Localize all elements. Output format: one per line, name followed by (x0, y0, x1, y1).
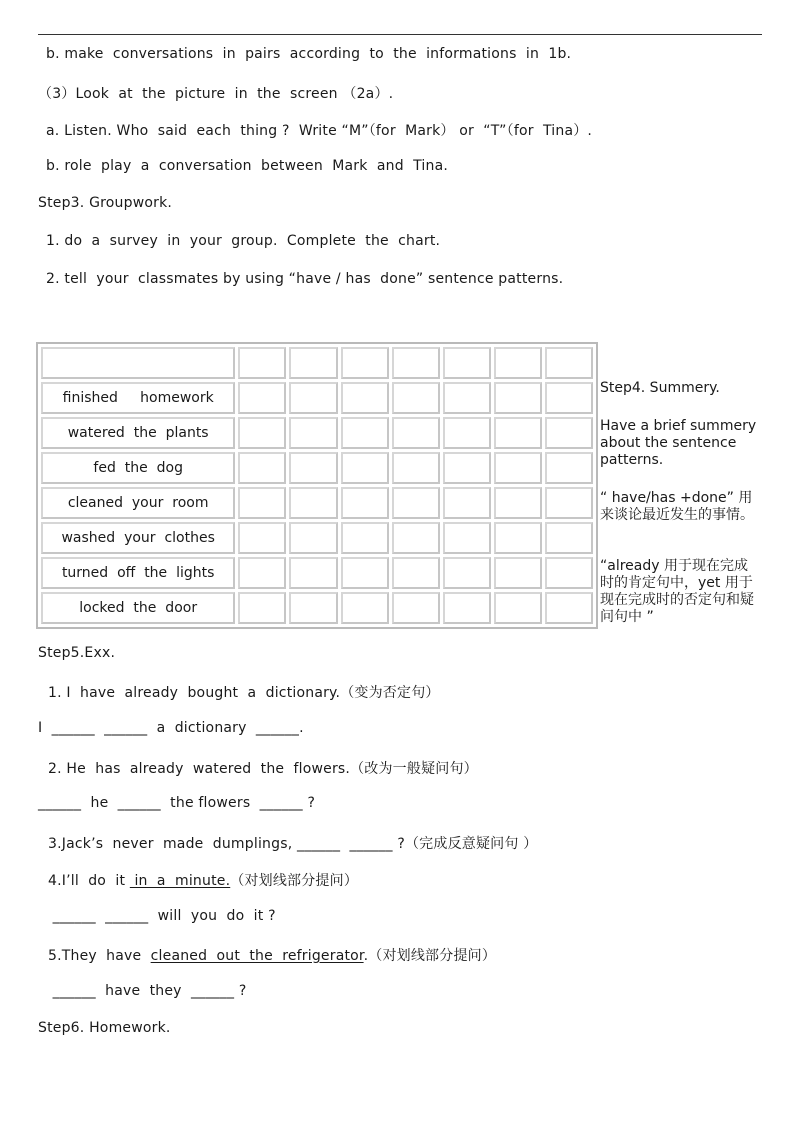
survey-activity-label: fed the dog (41, 452, 235, 484)
survey-answer-cell[interactable] (443, 452, 491, 484)
instruction-line: b. role play a conversation between Mark and Tina. (46, 158, 449, 174)
underlined-phrase: in a minute. (129, 873, 231, 889)
survey-answer-cell[interactable] (494, 522, 542, 554)
survey-answer-cell[interactable] (443, 522, 491, 554)
exercise-question: 1. I have already bought a dictionary.（变为否定句） (48, 685, 440, 701)
survey-answer-cell[interactable] (443, 592, 491, 624)
exercise-answer-line: ______ ______ will you do it ? (48, 908, 276, 924)
survey-answer-cell[interactable] (494, 417, 542, 449)
step-heading: Step3. Groupwork. (38, 195, 173, 211)
survey-answer-cell[interactable] (289, 417, 337, 449)
instruction-line: b. make conversations in pairs according to the informations in 1b. (46, 46, 572, 62)
survey-answer-cell[interactable] (494, 487, 542, 519)
exercise-answer-line: I ______ ______ a dictionary ______. (38, 720, 304, 736)
survey-answer-cell[interactable] (289, 452, 337, 484)
survey-answer-cell[interactable] (289, 557, 337, 589)
survey-row (41, 522, 593, 554)
survey-answer-cell[interactable] (341, 347, 389, 379)
survey-answer-cell[interactable] (545, 382, 593, 414)
survey-answer-cell[interactable] (341, 417, 389, 449)
exercise-question (48, 945, 496, 965)
summary-heading: Step4. Summery. (600, 380, 720, 396)
survey-answer-cell[interactable] (238, 592, 286, 624)
survey-answer-cell[interactable] (392, 382, 440, 414)
exercise-answer-line: ______ have they ______ ? (48, 983, 247, 999)
survey-activity-label: watered the plants (41, 417, 235, 449)
survey-row (41, 347, 593, 379)
instruction-line: 2. tell your classmates by using “have / has done” sentence patterns. (46, 271, 564, 287)
survey-answer-cell[interactable] (443, 417, 491, 449)
survey-answer-cell[interactable] (545, 592, 593, 624)
survey-activity-label (41, 347, 235, 379)
survey-answer-cell[interactable] (238, 382, 286, 414)
exercise-text: 4.I’ll do it (48, 873, 130, 889)
survey-activity-label: turned off the lights (41, 557, 235, 589)
survey-answer-cell[interactable] (289, 487, 337, 519)
exercise-answer-line: ______ he ______ the flowers ______ ? (38, 795, 316, 811)
survey-row (41, 382, 593, 414)
survey-answer-cell[interactable] (494, 557, 542, 589)
survey-answer-cell[interactable] (289, 522, 337, 554)
survey-answer-cell[interactable] (238, 557, 286, 589)
step-heading: Step6. Homework. (38, 1020, 171, 1036)
survey-answer-cell[interactable] (545, 417, 593, 449)
survey-row (41, 417, 593, 449)
survey-activity-label: finished homework (41, 382, 235, 414)
survey-answer-cell[interactable] (341, 592, 389, 624)
exercise-note: .（对划线部分提问） (363, 948, 497, 964)
survey-answer-cell[interactable] (392, 557, 440, 589)
survey-row (41, 452, 593, 484)
instruction-line: 1. do a survey in your group. Complete the chart. (46, 233, 441, 249)
survey-answer-cell[interactable] (443, 382, 491, 414)
survey-answer-cell[interactable] (392, 522, 440, 554)
exercise-note: （对划线部分提问） (230, 873, 359, 889)
survey-row (41, 557, 593, 589)
survey-activity-label: cleaned your room (41, 487, 235, 519)
survey-answer-cell[interactable] (341, 487, 389, 519)
survey-answer-cell[interactable] (545, 557, 593, 589)
survey-answer-cell[interactable] (545, 487, 593, 519)
underlined-phrase: cleaned out the refrigerator (150, 948, 364, 964)
step-heading: Step5.Exx. (38, 645, 116, 661)
survey-answer-cell[interactable] (545, 522, 593, 554)
survey-answer-cell[interactable] (545, 452, 593, 484)
survey-answer-cell[interactable] (341, 522, 389, 554)
survey-answer-cell[interactable] (341, 382, 389, 414)
survey-answer-cell[interactable] (238, 522, 286, 554)
summary-note: “already 用于现在完成时的肯定句中，yet 用于现在完成时的否定句和疑问句中 ” (600, 558, 754, 625)
survey-answer-cell[interactable] (494, 347, 542, 379)
survey-answer-cell[interactable] (392, 347, 440, 379)
survey-answer-cell[interactable] (392, 417, 440, 449)
survey-activity-label: locked the door (41, 592, 235, 624)
survey-answer-cell[interactable] (238, 417, 286, 449)
survey-answer-cell[interactable] (289, 382, 337, 414)
survey-answer-cell[interactable] (494, 592, 542, 624)
summary-note: “ have/has +done” 用来谈论最近发生的事情。 (600, 490, 754, 523)
exercise-question: 3.Jack’s never made dumplings, ______ ______ ?（完成反意疑问句 ） (48, 836, 538, 852)
survey-answer-cell[interactable] (341, 557, 389, 589)
survey-answer-cell[interactable] (443, 347, 491, 379)
instruction-line: （3）Look at the picture in the screen （2a）. (38, 86, 394, 102)
exercise-question: 2. He has already watered the flowers.（改为一般疑问句） (48, 761, 478, 777)
survey-row (41, 592, 593, 624)
instruction-line: a. Listen. Who said each thing ? Write “M”（for Mark） or “T”（for Tina）. (46, 123, 593, 139)
survey-answer-cell[interactable] (494, 382, 542, 414)
survey-answer-cell[interactable] (443, 557, 491, 589)
survey-answer-cell[interactable] (238, 487, 286, 519)
top-rule (38, 34, 762, 35)
survey-answer-cell[interactable] (545, 347, 593, 379)
survey-answer-cell[interactable] (341, 452, 389, 484)
survey-answer-cell[interactable] (494, 452, 542, 484)
exercise-text: 5.They have (48, 948, 151, 964)
summary-text: Have a brief summery about the sentence patterns. (600, 418, 757, 468)
survey-answer-cell[interactable] (238, 347, 286, 379)
survey-answer-cell[interactable] (392, 452, 440, 484)
exercise-question (48, 870, 358, 890)
survey-answer-cell[interactable] (392, 592, 440, 624)
survey-row (41, 487, 593, 519)
survey-answer-cell[interactable] (392, 487, 440, 519)
survey-answer-cell[interactable] (443, 487, 491, 519)
survey-answer-cell[interactable] (289, 592, 337, 624)
survey-answer-cell[interactable] (289, 347, 337, 379)
survey-answer-cell[interactable] (238, 452, 286, 484)
survey-activity-label: washed your clothes (41, 522, 235, 554)
survey-chart (36, 342, 598, 629)
